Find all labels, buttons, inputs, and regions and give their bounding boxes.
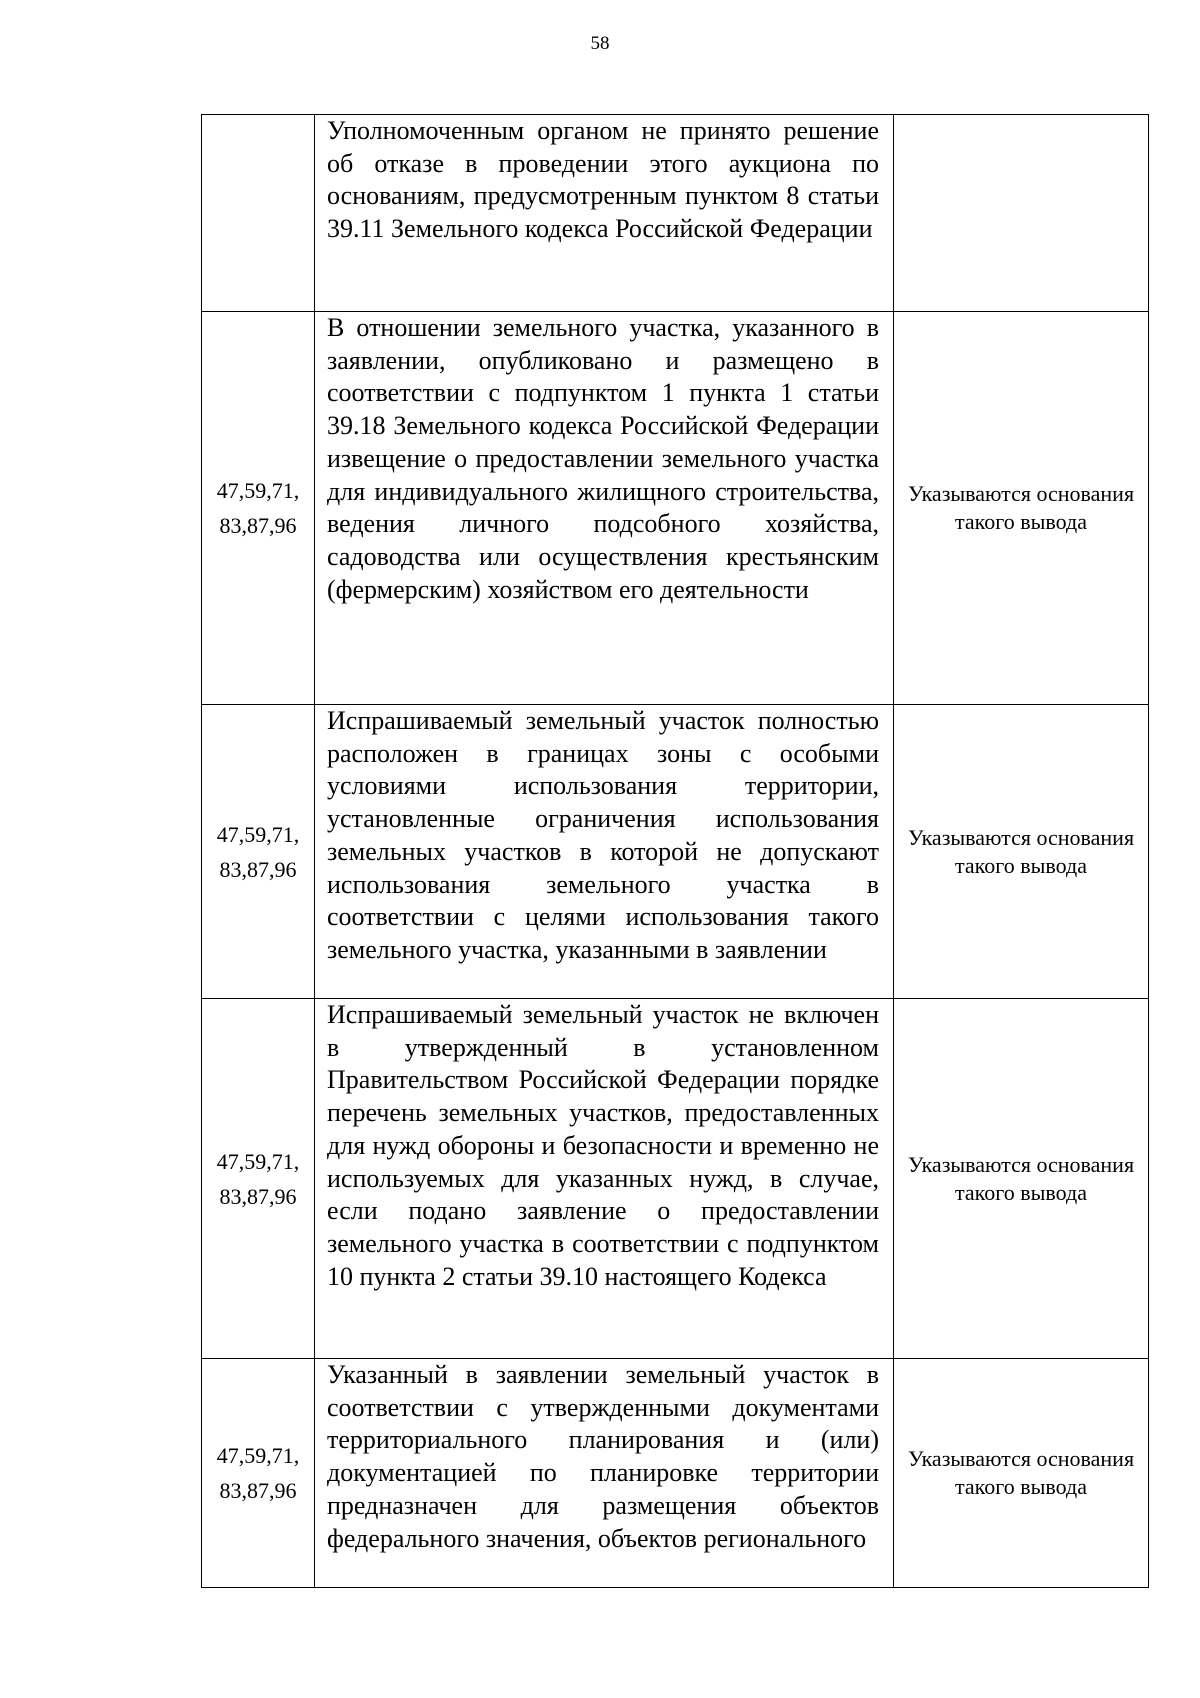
row-numbers-cell (202, 115, 315, 312)
row-note-cell: Указываются основания такого вывода (894, 1359, 1149, 1588)
row-numbers-cell: 47,59,71, 83,87,96 (202, 999, 315, 1359)
table-row (202, 705, 1149, 999)
row-note-cell (894, 115, 1149, 312)
row-note-cell: Указываются основания такого вывода (894, 999, 1149, 1359)
row-numbers-cell: 47,59,71, 83,87,96 (202, 705, 315, 999)
row-text-cell: Испрашиваемый земельный участок полностью расположен в границах зоны с особыми условиями использования территории, установленные ограничения использования земельных участков в которой не допускают использования земельного участка в соответствии с целями использования такого земельного участка, указанными в заявлении (315, 705, 894, 999)
table-row (202, 312, 1149, 705)
table-row (202, 1359, 1149, 1588)
page-number: 58 (590, 33, 610, 54)
row-numbers-cell: 47,59,71, 83,87,96 (202, 1359, 315, 1588)
requirements-table (201, 114, 1149, 1588)
row-text-cell: В отношении земельного участка, указанного в заявлении, опубликовано и размещено в соответствии с подпунктом 1 пункта 1 статьи 39.18 Земельного кодекса Российской Федерации извещение о предоставлении земельного участка для индивидуального жилищного строительства, ведения личного подсобного хозяйства, садоводства или осуществления крестьянским (фермерским) хозяйством его деятельности (315, 312, 894, 705)
row-text-cell: Испрашиваемый земельный участок не включен в утвержденный в установленном Правительством Российской Федерации порядке перечень земельных участков, предоставленных для нужд обороны и безопасности и временно не используемых для указанных нужд, в случае, если подано заявление о предоставлении земельного участка в соответствии с подпунктом 10 пункта 2 статьи 39.10 настоящего Кодекса (315, 999, 894, 1359)
row-note-cell: Указываются основания такого вывода (894, 705, 1149, 999)
table-row (202, 115, 1149, 312)
row-text-cell: Уполномоченным органом не принято решение об отказе в проведении этого аукциона по основаниям, предусмотренным пунктом 8 статьи 39.11 Земельного кодекса Российской Федерации (315, 115, 894, 312)
row-text-cell: Указанный в заявлении земельный участок в соответствии с утвержденными документами территориального планирования и (или) документацией по планировке территории предназначен для размещения объектов федерального значения, объектов регионального (315, 1359, 894, 1588)
row-note-cell: Указываются основания такого вывода (894, 312, 1149, 705)
row-numbers-cell: 47,59,71, 83,87,96 (202, 312, 315, 705)
table-row (202, 999, 1149, 1359)
